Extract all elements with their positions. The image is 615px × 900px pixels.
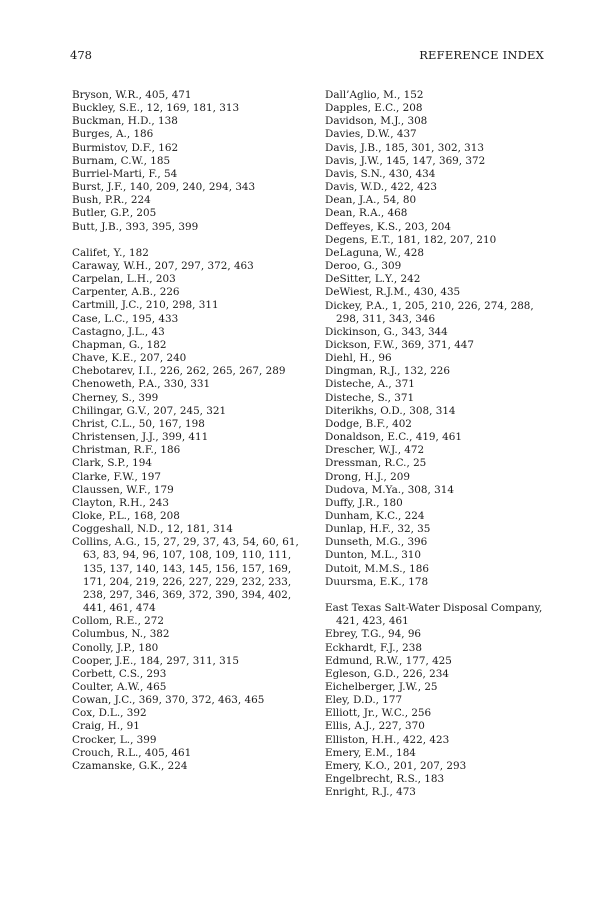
index-entry: Dickson, F.W., 369, 371, 447 [325, 338, 475, 351]
index-entry: Crocker, L., 399 [72, 733, 157, 746]
index-entry: Drescher, W.J., 472 [325, 444, 425, 457]
index-entry: Elliott, Jr., W.C., 256 [325, 707, 432, 720]
index-entry: Davis, J.W., 145, 147, 369, 372 [325, 154, 486, 167]
index-entry: Chebotarev, I.I., 226, 262, 265, 267, 289 [72, 365, 286, 378]
index-entry: DeSitter, L.Y., 242 [325, 273, 421, 286]
index-entry: Case, L.C., 195, 433 [72, 312, 179, 325]
index-entry: Chave, K.E., 207, 240 [72, 352, 187, 365]
index-entry: Chilingar, G.V., 207, 245, 321 [72, 404, 227, 417]
index-entry: Collins, A.G., 15, 27, 29, 37, 43, 54, 60, 61, 63, 83, 94, 96, 107, 108, 109, 110, 111, 135, 137, 140, 143, 145, 156, 157, 169, 171, 204, 219, 226, 227, 229, 232, 233, 238, 297, 346, 369, 372, 390, 394, 402, 441, 461, 474 [72, 536, 299, 615]
index-entry: Drong, H.J., 209 [325, 470, 410, 483]
index-entry: Crouch, R.L., 405, 461 [72, 746, 192, 759]
index-entry: Egleson, G.D., 226, 234 [325, 667, 449, 680]
index-entry: Cherney, S., 399 [72, 391, 159, 404]
index-entry: Collom, R.E., 272 [72, 615, 165, 628]
index-entry: Christman, R.F., 186 [72, 444, 181, 457]
index-entry: Dapples, E.C., 208 [325, 102, 423, 115]
index-entry: Buckman, H.D., 138 [72, 115, 178, 128]
index-entry: Burnam, C.W., 185 [72, 154, 171, 167]
index-entry: Dudova, M.Ya., 308, 314 [325, 483, 454, 496]
index-entry: Dodge, B.F., 402 [325, 417, 412, 430]
index-entry: Disteche, A., 371 [325, 378, 415, 391]
index-entry: Dunlap, H.F., 32, 35 [325, 523, 431, 536]
index-entry: DeLaguna, W., 428 [325, 246, 425, 259]
index-entry: Carpelan, L.H., 203 [72, 273, 176, 286]
index-entry: Dunton, M.L., 310 [325, 549, 422, 562]
index-entry: Donaldson, E.C., 419, 461 [325, 431, 462, 444]
page-number: 478 [70, 48, 92, 62]
index-entry: Ebrey, T.G., 94, 96 [325, 628, 422, 641]
index-entry: Caraway, W.H., 207, 297, 372, 463 [72, 260, 254, 273]
index-entry: Clayton, R.H., 243 [72, 496, 169, 509]
index-entry: Edmund, R.W., 177, 425 [325, 654, 452, 667]
index-entry: Dunham, K.C., 224 [325, 510, 425, 522]
index-entry: Conolly, J.P., 180 [72, 641, 159, 654]
index-entry: Davies, D.W., 437 [325, 128, 417, 141]
index-entry: Dickey, P.A., 1, 205, 210, 226, 274, 288, 298, 311, 343, 346 [325, 299, 534, 325]
index-entry: Eichelberger, J.W., 25 [325, 681, 438, 694]
index-entry: Diehl, H., 96 [325, 352, 392, 365]
index-entry: Dingman, R.J., 132, 226 [325, 365, 451, 378]
index-entry: Chenoweth, P.A., 330, 331 [72, 378, 211, 391]
index-entry: Cox, D.L., 392 [72, 707, 147, 720]
index-entry: Dressman, R.C., 25 [325, 457, 427, 470]
index-entry: Burges, A., 186 [72, 128, 154, 141]
index-entry: Clark, S.P., 194 [72, 457, 153, 470]
index-entry: Cloke, P.L., 168, 208 [72, 509, 180, 522]
index-entry: Columbus, N., 382 [72, 628, 170, 641]
index-entry: Califet, Y., 182 [72, 246, 149, 259]
index-entry: Enright, R.J., 473 [325, 786, 416, 799]
index-entry: Cowan, J.C., 369, 370, 372, 463, 465 [72, 694, 265, 707]
index-entry: Dutoit, M.M.S., 186 [325, 562, 429, 575]
index-entry: Duffy, J.R., 180 [325, 496, 403, 509]
index-entry: Degens, E.T., 181, 182, 207, 210 [325, 233, 497, 246]
index-entry: Burst, J.F., 140, 209, 240, 294, 343 [72, 181, 256, 194]
index-entry: Emery, E.M., 184 [325, 746, 416, 759]
index-column-right [325, 89, 550, 799]
index-entry: Christensen, J.J., 399, 411 [72, 431, 209, 444]
running-head: REFERENCE INDEX [419, 48, 544, 62]
index-entry: Eckhardt, F.J., 238 [325, 641, 422, 654]
index-entry: Burriel-Marti, F., 54 [72, 167, 178, 180]
index-entry: Davis, S.N., 430, 434 [325, 167, 436, 180]
index-entry: Christ, C.L., 50, 167, 198 [72, 417, 205, 430]
index-entry: Coulter, A.W., 465 [72, 681, 167, 694]
index-entry: Coggeshall, N.D., 12, 181, 314 [72, 523, 233, 536]
index-entry: Chapman, G., 182 [72, 338, 167, 351]
index-entry: Buckley, S.E., 12, 169, 181, 313 [72, 102, 240, 115]
index-entry: Deffeyes, K.S., 203, 204 [325, 220, 451, 233]
letter-group-gap [72, 234, 317, 247]
index-entry: DeWiest, R.J.M., 430, 435 [325, 286, 461, 299]
index-entry: Claussen, W.F., 179 [72, 483, 174, 496]
index-entry: Disteche, S., 371 [325, 391, 415, 404]
index-entry: Diterikhs, O.D., 308, 314 [325, 404, 456, 417]
index-entry: Dunseth, M.G., 396 [325, 536, 428, 549]
index-entry: Cooper, J.E., 184, 297, 311, 315 [72, 654, 239, 667]
index-entry: Dall’Aglio, M., 152 [325, 89, 424, 101]
index-entry: Dickinson, G., 343, 344 [325, 325, 448, 338]
index-entry: Clarke, F.W., 197 [72, 470, 161, 483]
index-entry: Emery, K.O., 201, 207, 293 [325, 759, 467, 772]
index-entry: Deroo, G., 309 [325, 260, 402, 273]
index-entry: Dean, J.A., 54, 80 [325, 194, 417, 207]
index-entry: Dean, R.A., 468 [325, 207, 408, 220]
index-entry: Butler, G.P., 205 [72, 207, 157, 220]
index-entry: Bush, P.R., 224 [72, 194, 151, 207]
index-entry: Eley, D.D., 177 [325, 694, 403, 707]
index-entry: Burmistov, D.F., 162 [72, 141, 179, 154]
index-entry: Castagno, J.L., 43 [72, 325, 165, 338]
index-entry: Ellis, A.J., 227, 370 [325, 720, 425, 733]
index-entry: Butt, J.B., 393, 395, 399 [72, 220, 199, 233]
index-entry: Czamanske, G.K., 224 [72, 759, 188, 772]
index-entry: Elliston, H.H., 422, 423 [325, 733, 450, 746]
index-entry: Bryson, W.R., 405, 471 [72, 89, 192, 101]
index-entry: Cartmill, J.C., 210, 298, 311 [72, 299, 219, 312]
index-entry: Davis, W.D., 422, 423 [325, 181, 437, 194]
index-entry: Davis, J.B., 185, 301, 302, 313 [325, 141, 485, 154]
index-entry: Corbett, C.S., 293 [72, 667, 167, 680]
index-entry: East Texas Salt-Water Disposal Company, 421, 423, 461 [325, 602, 543, 628]
index-column-left [72, 89, 317, 773]
index-entry: Engelbrecht, R.S., 183 [325, 773, 445, 786]
index-entry: Duursma, E.K., 178 [325, 575, 429, 588]
letter-group-gap [325, 589, 550, 602]
index-entry: Davidson, M.J., 308 [325, 115, 428, 128]
index-entry: Craig, H., 91 [72, 720, 140, 733]
index-entry: Carpenter, A.B., 226 [72, 286, 180, 299]
